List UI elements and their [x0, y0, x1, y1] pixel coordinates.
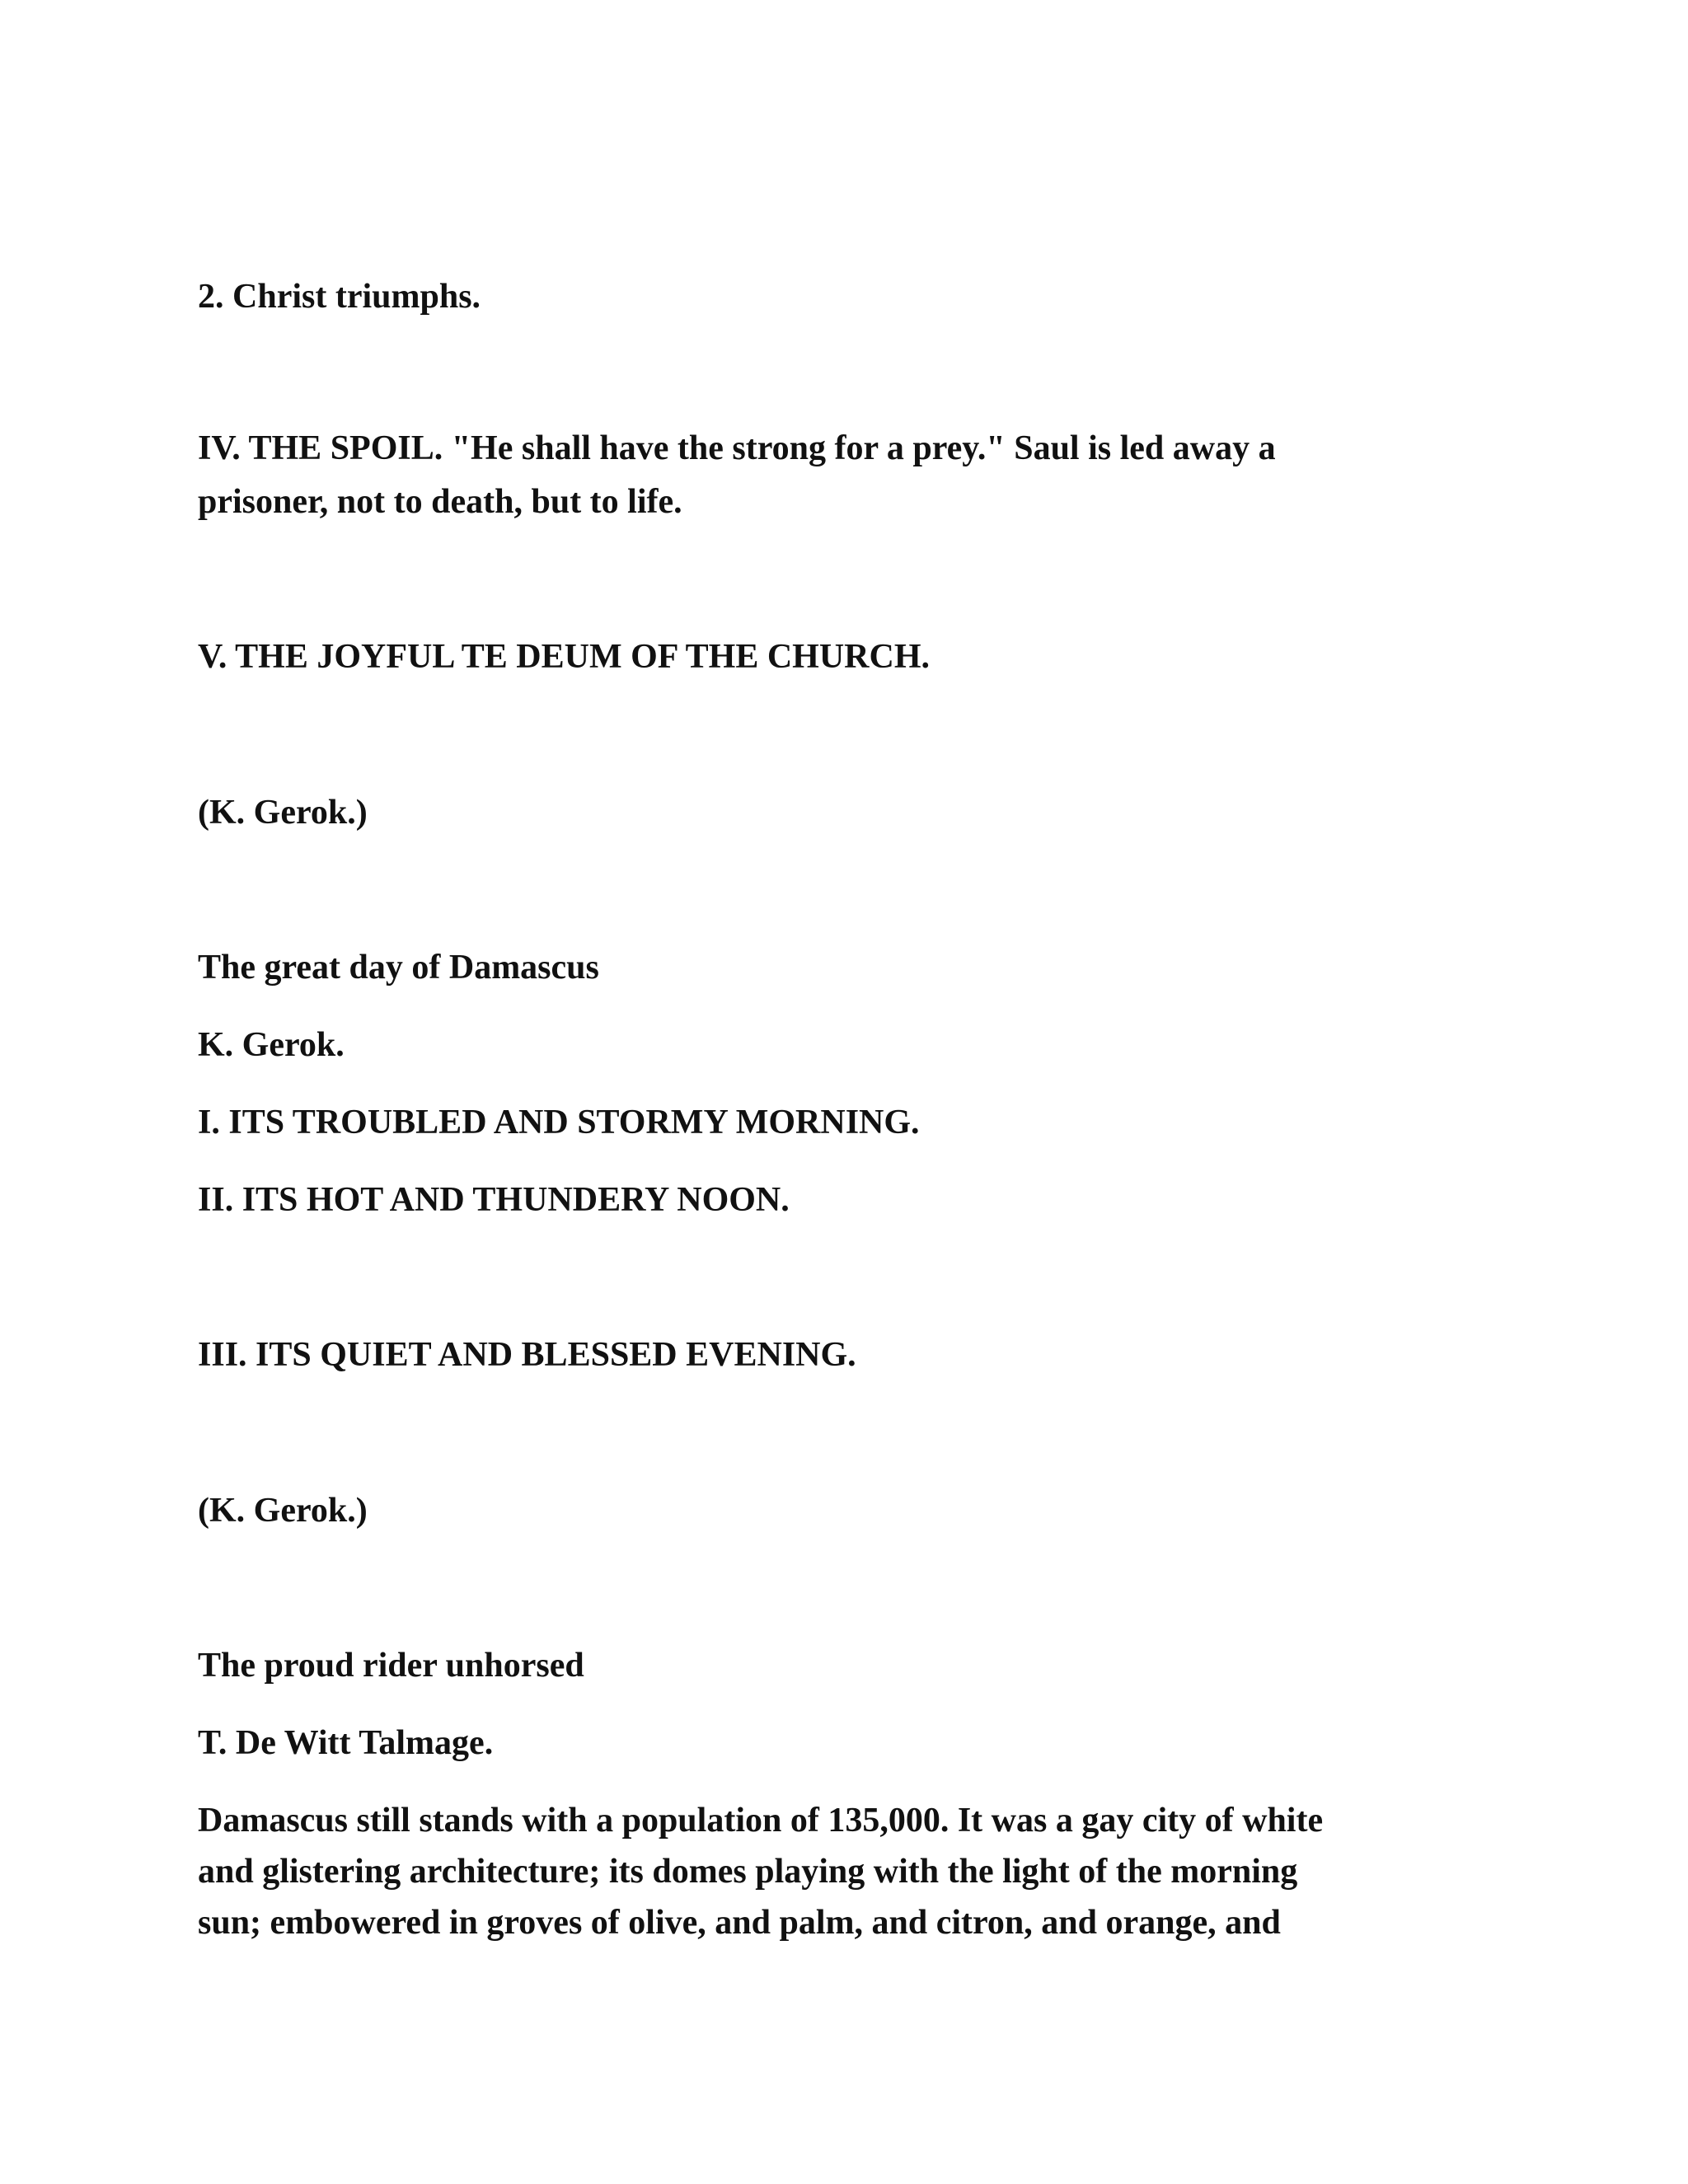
paragraph-the-spoil-line-1: IV. THE SPOIL. "He shall have the strong for a prey." Saul is led away a [198, 429, 1276, 467]
section-author-talmage: T. De Witt Talmage. [198, 1724, 494, 1762]
body-paragraph-line-3: sun; embowered in groves of olive, and palm, and citron, and orange, and [198, 1904, 1281, 1942]
paragraph-the-spoil-line-2: prisoner, not to death, but to life. [198, 483, 682, 521]
list-item-blessed-evening: III. ITS QUIET AND BLESSED EVENING. [198, 1336, 856, 1374]
attribution-gerok-2: (K. Gerok.) [198, 1492, 368, 1530]
list-item-christ-triumphs: 2. Christ triumphs. [198, 278, 481, 316]
body-paragraph-line-1: Damascus still stands with a population of 135,000. It was a gay city of white [198, 1802, 1324, 1840]
section-author-gerok: K. Gerok. [198, 1026, 345, 1064]
section-title-great-day-of-damascus: The great day of Damascus [198, 949, 599, 987]
list-item-thundery-noon: II. ITS HOT AND THUNDERY NOON. [198, 1181, 790, 1219]
section-title-proud-rider-unhorsed: The proud rider unhorsed [198, 1647, 584, 1685]
attribution-gerok-1: (K. Gerok.) [198, 794, 368, 832]
body-paragraph-line-2: and glistering architecture; its domes playing with the light of the morning [198, 1853, 1298, 1891]
heading-joyful-te-deum: V. THE JOYFUL TE DEUM OF THE CHURCH. [198, 638, 930, 676]
list-item-troubled-morning: I. ITS TROUBLED AND STORMY MORNING. [198, 1104, 920, 1141]
